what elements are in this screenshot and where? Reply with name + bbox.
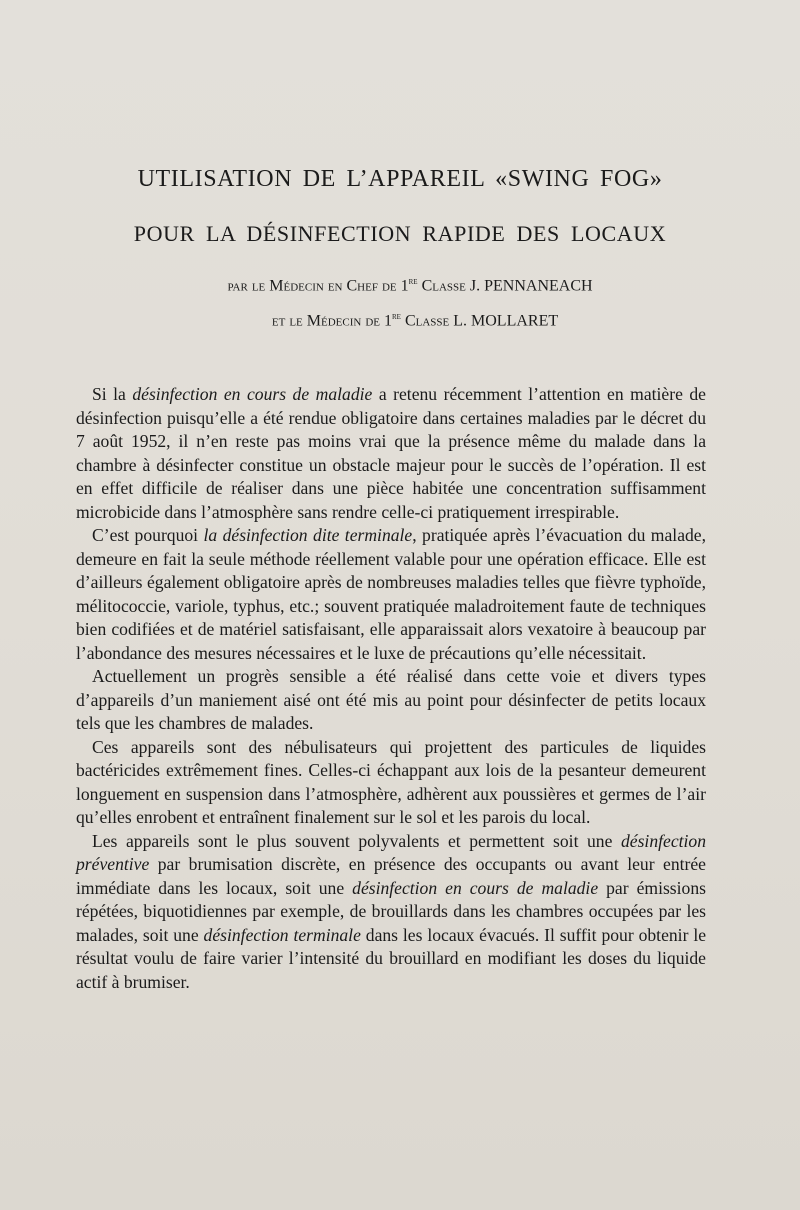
paragraph-text: Ces appareils sont des nébulisateurs qui projettent des particules de liquides bactéricides extrêmement fines. Celles-ci échappant aux lois de la pesanteur demeurent longuement en suspension dans l’atmosphère, adhèrent aux poussières et germes de l’air qu’elles enrobent et entraînent finalement sur le sol et les parois du local.: [76, 736, 706, 827]
italic-text: désinfection préventive: [76, 830, 706, 874]
body-paragraph: [76, 665, 706, 736]
paragraph-text: Les appareils sont le plus souvent polyvalents et permettent soit une: [92, 830, 621, 851]
author-line-2: [70, 311, 760, 330]
body-paragraph: [76, 383, 706, 524]
paragraph-text: , pratiquée après l’évacuation du malade, demeure en fait la seule méthode réellement valable pour une opération efficace. Elle est d’ailleurs également obligatoire après de nombreuses maladies telles que fièvre typhoïde, mélitococcie, variole, typhus, etc.; souvent pratiquée maladroitement faute de techniques bien codifiées et de matériel satisfaisant, elle apparaissait alors vexatoire à beaucoup par l’abondance des mesures nécessaires et le luxe de précautions qu’elle nécessitait.: [76, 525, 707, 663]
paragraph-text: Actuellement un progrès sensible a été réalisé dans cette voie et divers types d’appareils d’un maniement aisé ont été mis au point pour désinfecter de petits locaux tels que les chambres de malades.: [76, 666, 706, 733]
italic-text: désinfection terminale: [203, 924, 361, 945]
body-paragraph: [76, 830, 706, 995]
paragraph-text: a retenu récemment l’attention en matière de désinfection puisqu’elle a été rendue obligatoire dans certaines maladies par le décret du 7 août 1952, il n’en reste pas moins vrai que la présence même du malade dans la chambre à désinfecter constitue un obstacle majeur pour le succès de l’opération. Il est en effet difficile de réaliser dans une pièce habitée une concentration suffisamment microbicide dans l’atmosphère sans rendre celle-ci pratiquement irrespirable.: [76, 384, 706, 522]
article-title-line-1: UTILISATION DE L’APPAREIL «SWING FOG»: [137, 166, 663, 192]
paragraph-text: par brumisation discrète, en présence des occupants ou avant leur entrée immédiate dans les locaux, soit une: [76, 854, 706, 898]
italic-text: désinfection en cours de maladie: [132, 384, 373, 404]
paragraph-text: Si la: [92, 384, 133, 404]
author-1-name: J. PENNANEACH: [469, 277, 593, 295]
italic-text: désinfection en cours de maladie: [352, 877, 599, 898]
article-body: [76, 383, 706, 994]
paragraph-text: dans les locaux évacués. Il suffit pour obtenir le résultat voulu de faire varier l’intensité du brouillard en modifiant les doses du liquide actif à brumiser.: [76, 924, 707, 992]
body-paragraph: [76, 736, 706, 830]
author-1-sup: re: [408, 276, 418, 287]
author-1-prefix: par le Médecin en Chef de 1: [227, 277, 409, 295]
author-1-rank: Classe: [417, 277, 470, 295]
italic-text: la désinfection dite terminale: [203, 525, 413, 545]
paragraph-text: C’est pourquoi: [92, 525, 204, 545]
author-2-sup: re: [391, 311, 401, 322]
author-2-rank: Classe: [400, 312, 454, 330]
body-paragraph: [76, 524, 706, 665]
author-line-1: [60, 276, 760, 295]
author-2-name: L. MOLLARET: [453, 312, 559, 330]
article-title-line-2: POUR LA DÉSINFECTION RAPIDE DES LOCAUX: [133, 221, 667, 246]
author-2-prefix: et le Médecin de 1: [271, 312, 392, 330]
paragraph-text: par émissions répétées, biquotidiennes par exemple, de brouillards dans les chambres occupées par les malades, soit une: [76, 877, 706, 945]
